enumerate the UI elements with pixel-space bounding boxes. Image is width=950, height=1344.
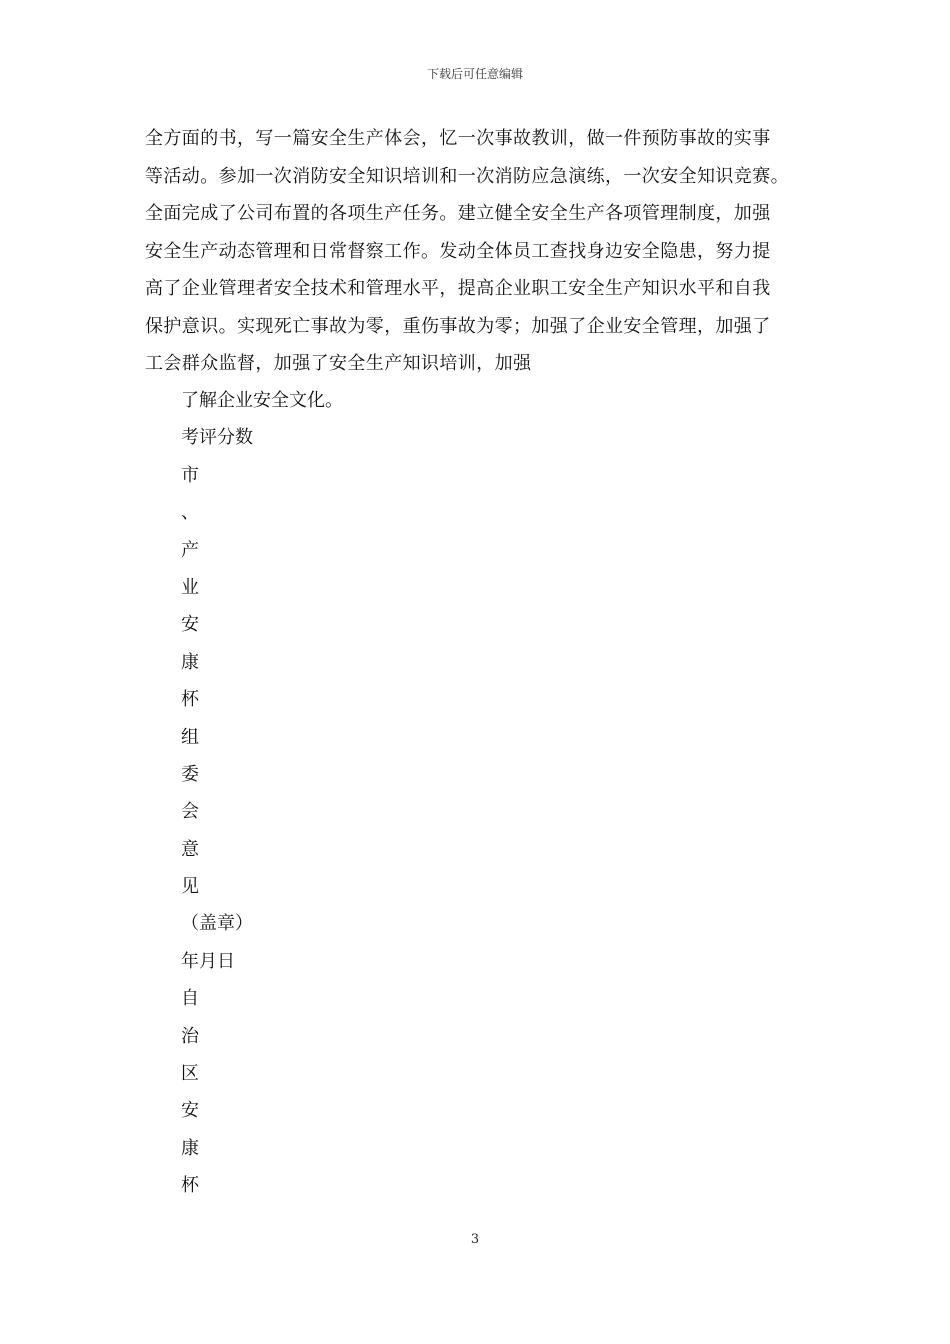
form-column: [181, 382, 581, 1205]
body-line: 工会群众监督，加强了安全生产知识培训，加强: [145, 353, 532, 374]
column-char: 组: [181, 726, 199, 748]
seal-label: （盖章）: [181, 913, 253, 935]
date-label: 年月日: [181, 950, 235, 972]
column-char: 委: [181, 763, 199, 785]
column-char: 杯: [181, 689, 199, 711]
column-char: 业: [181, 576, 199, 598]
score-label: 考评分数: [181, 427, 253, 449]
page-header: 下载后可任意编辑: [426, 67, 523, 81]
body-line: 保护意识。实现死亡事故为零，重伤事故为零；加强了企业安全管理，加强了: [145, 315, 771, 337]
column-char: 会: [181, 801, 199, 823]
column-char: 产: [181, 539, 199, 561]
column-char: 康: [181, 651, 199, 673]
body-paragraph: [145, 120, 825, 383]
column-char: 安: [181, 614, 199, 636]
column-char: 区: [181, 1063, 199, 1085]
body-line: 等活动。参加一次消防安全知识培训和一次消防应急演练，一次安全知识竞赛。: [145, 165, 789, 187]
column-char: 杯: [181, 1175, 199, 1197]
body-line: 全方面的书，写一篇安全生产体会，忆一次事故教训，做一件预防事故的实事: [145, 128, 771, 149]
column-char: 自: [181, 988, 199, 1010]
column-char: 康: [181, 1137, 199, 1159]
column-char: 见: [181, 876, 199, 898]
page-number: 3: [470, 1232, 480, 1247]
column-char: 意: [181, 838, 199, 860]
body-line: 安全生产动态管理和日常督察工作。发动全体员工查找身边安全隐患，努力提: [145, 240, 771, 262]
column-char: 治: [181, 1025, 199, 1047]
column-char: 安: [181, 1100, 199, 1122]
column-char: 、: [181, 502, 199, 524]
body-line: 高了企业管理者安全技术和管理水平，提高企业职工安全生产知识水平和自我: [145, 278, 771, 299]
body-line: 全面完成了公司布置的各项生产任务。建立健全安全生产各项管理制度，加强: [145, 203, 771, 224]
column-char: 市: [181, 464, 199, 486]
column-line: 了解企业安全文化。: [181, 390, 343, 411]
